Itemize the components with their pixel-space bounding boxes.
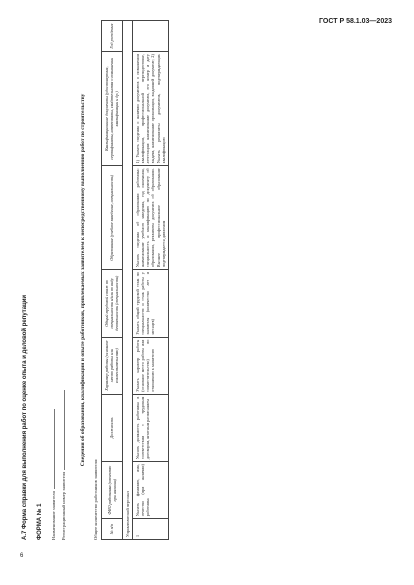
table-row <box>132 21 168 540</box>
annex-title: А.7 Форма справки для выполнения работ по оценке опыта и деловой репутации <box>22 294 28 540</box>
cell-education: Указать сведения об образовании работника: наименование учебного заведения, год окончания, специальность и квалификацию по документу об образовании, реквизиты документа об образовании. Высшее профессиональное образование подтверждается дипломом <box>132 166 168 270</box>
col-header-number: № п/п <box>102 519 123 540</box>
cell-name: Указать фамилию, имя, отчество (при наличии) работника <box>132 462 168 519</box>
cell-position: Указать должность работника в соответствии с трудовым договором, штатным расписанием <box>132 394 168 461</box>
group-row <box>122 21 132 540</box>
registration-number-blank <box>64 390 65 470</box>
applicant-name-line <box>51 20 56 540</box>
registration-number-label: Регистрационный номер заявителя <box>61 471 66 540</box>
employees-table <box>101 20 169 540</box>
cell-work-type: Указать характер работы (основное место работы или совместительство) по отношению к заявителю <box>132 337 168 394</box>
col-header-education: Образование (учебное заведение, специальность) <box>102 166 123 270</box>
col-header-position: Должность <box>102 394 123 461</box>
section-title: Сведения об образовании, квалификации и опыте работников, привлекаемых заявителем к непосредственному выполнению работ по строительству <box>80 93 86 467</box>
col-header-experience: Общий трудовой стаж по специальности и/или по виду деятельности (специальности) <box>102 270 123 337</box>
rotated-form <box>22 20 394 540</box>
col-header-name: ФИО работника (отчество при наличии) <box>102 462 123 519</box>
col-header-birth-year: Год рождения <box>102 21 123 52</box>
page-number: 6 <box>20 553 24 559</box>
group-row-label: Управленческий персонал <box>122 21 132 540</box>
cell-birth-year <box>132 21 168 52</box>
total-employees-line: Общее количество работников заявителя: <box>93 458 98 540</box>
cell-number: 1 <box>132 519 168 540</box>
cell-qualification: 1) Указать сведения о наличии документов о повышении квалификации, профессиональной переподготовке, аттестации: наименование документа, его номер и дату выдачи, наименование организации, выдавшей документ; 2) Указать реквизиты документов, подтверждающих квалификацию <box>132 52 168 166</box>
table-header-row <box>102 21 123 540</box>
cell-experience: Указать общий трудовой стаж по специальности и стаж работы у заявителя (количество лет и месяцев) <box>132 270 168 337</box>
col-header-work-type: Характер работы (основное место работы или совместительство) <box>102 337 123 394</box>
applicant-name-label: Наименование заявителя <box>51 491 56 540</box>
document-code: ГОСТ Р 58.1.03—2023 <box>319 18 392 25</box>
col-header-qualification: Квалификационные документы (удостоверения, сертификаты, аттестаты, свидетельства о повышении квалификации и др.) <box>102 52 123 166</box>
form-label: ФОРМА № 1 <box>37 503 43 540</box>
applicant-name-blank <box>54 409 55 489</box>
registration-number-line <box>61 20 66 540</box>
